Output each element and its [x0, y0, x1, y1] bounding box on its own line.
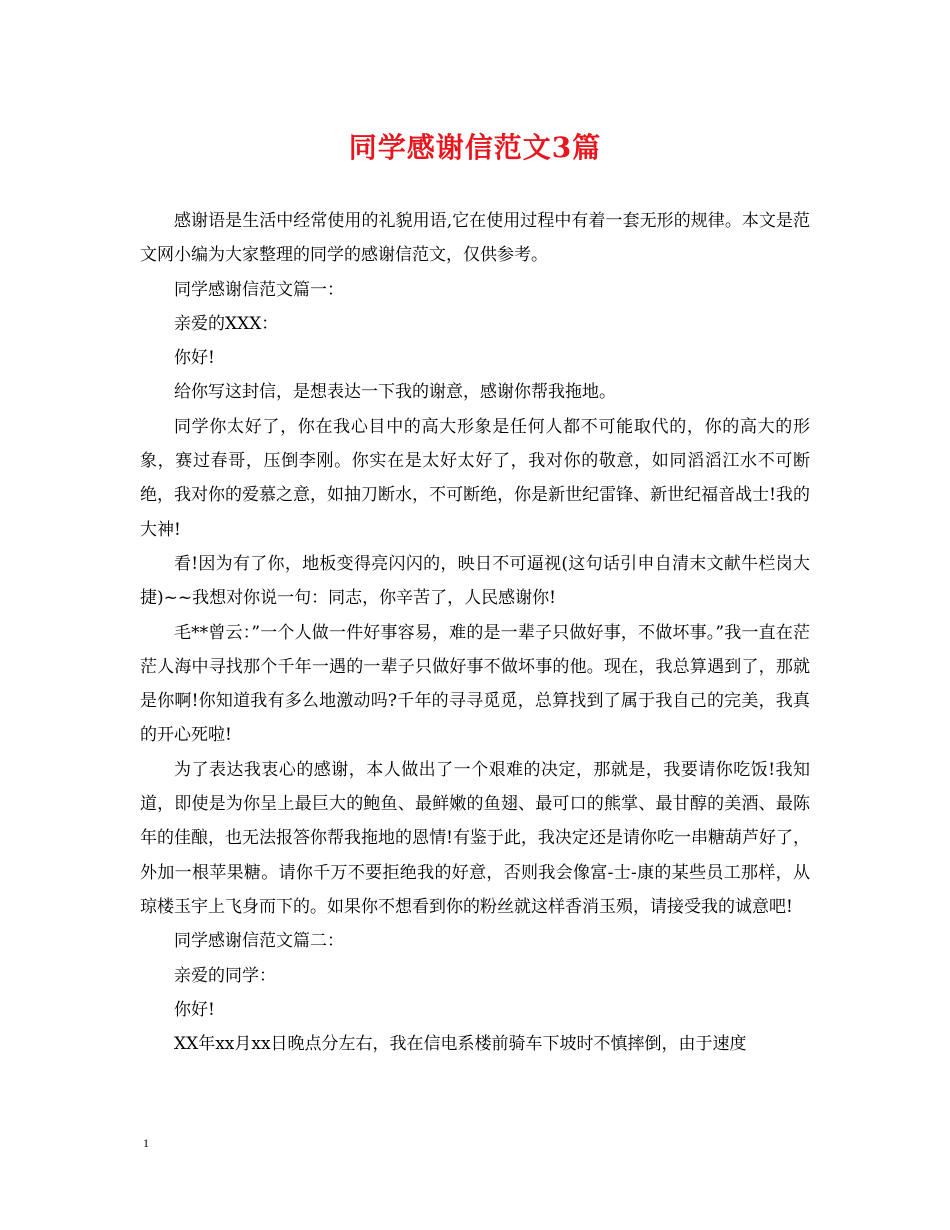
paragraph-section-heading-1: 同学感谢信范文篇一： — [174, 279, 344, 300]
paragraph-salutation-2: 亲爱的同学： — [174, 965, 276, 986]
document-title: 同学感谢信范文3篇 — [348, 131, 602, 164]
paragraph-salutation-1: 亲爱的XXX： — [174, 313, 279, 334]
paragraph-letter-2-start: XX年xx月xx日晚点分左右，我在信电系楼前骑车下坡时不慎摔倒，由于速度 — [174, 1034, 747, 1055]
paragraph-letter-1-dinner: 为了表达我衷心的感谢，本人做出了一个艰难的决定，那就是，我要请你吃饭!我知道，即使是为你呈上最巨大的鲍鱼、最鲜嫩的鱼翅、最可口的熊掌、最甘醇的美酒、最陈年的佳酿，也无法报答你帮我拖地的恩情!有鉴于此，我决定还是请你吃一串糖葫芦好了，外加一根苹果糖。请你千万不要拒绝我的好意，否则我会像富-士-康的某些员工那样，从琼楼玉宇上飞身而下的。如果你不想看到你的粉丝就这样香消玉殒，请接受我的诚意吧! — [140, 759, 810, 917]
document-body — [140, 204, 810, 1061]
paragraph-letter-1-praise: 同学你太好了，你在我心目中的高大形象是任何人都不可能取代的，你的高大的形象，赛过春哥，压倒李刚。你实在是太好太好了，我对你的敬意，如同滔滔江水不可断绝，我对你的爱慕之意，如抽刀断水，不可断绝，你是新世纪雷锋、新世纪福音战士!我的大神! — [140, 416, 810, 540]
paragraph-letter-1-purpose: 给你写这封信，是想表达一下我的谢意，感谢你帮我拖地。 — [174, 382, 616, 403]
paragraph-section-heading-2: 同学感谢信范文篇二： — [174, 931, 344, 952]
paragraph-letter-1-quote: 毛**曾云：”一个人做一件好事容易，难的是一辈子只做好事，不做坏事。”我一直在茫茫人海中寻找那个千年一遇的一辈子只做好事不做坏事的他。现在，我总算遇到了，那就是你啊!你知道我有多么地激动吗?千年的寻寻觅觅，总算找到了属于我自己的完美，我真的开心死啦! — [140, 622, 810, 746]
paragraph-letter-1-floor: 看!因为有了你，地板变得亮闪闪的，映日不可逼视(这句话引申自清末文献牛栏岗大捷)~~我想对你说一句：同志，你辛苦了，人民感谢你! — [140, 553, 810, 609]
page-number: 1 — [143, 1136, 149, 1150]
paragraph-greeting-2: 你好! — [174, 999, 215, 1020]
paragraph-greeting-1: 你好! — [174, 348, 215, 369]
paragraph-intro: 感谢语是生活中经常使用的礼貌用语,它在使用过程中有着一套无形的规律。本文是范文网小编为大家整理的同学的感谢信范文，仅供参考。 — [140, 211, 810, 266]
